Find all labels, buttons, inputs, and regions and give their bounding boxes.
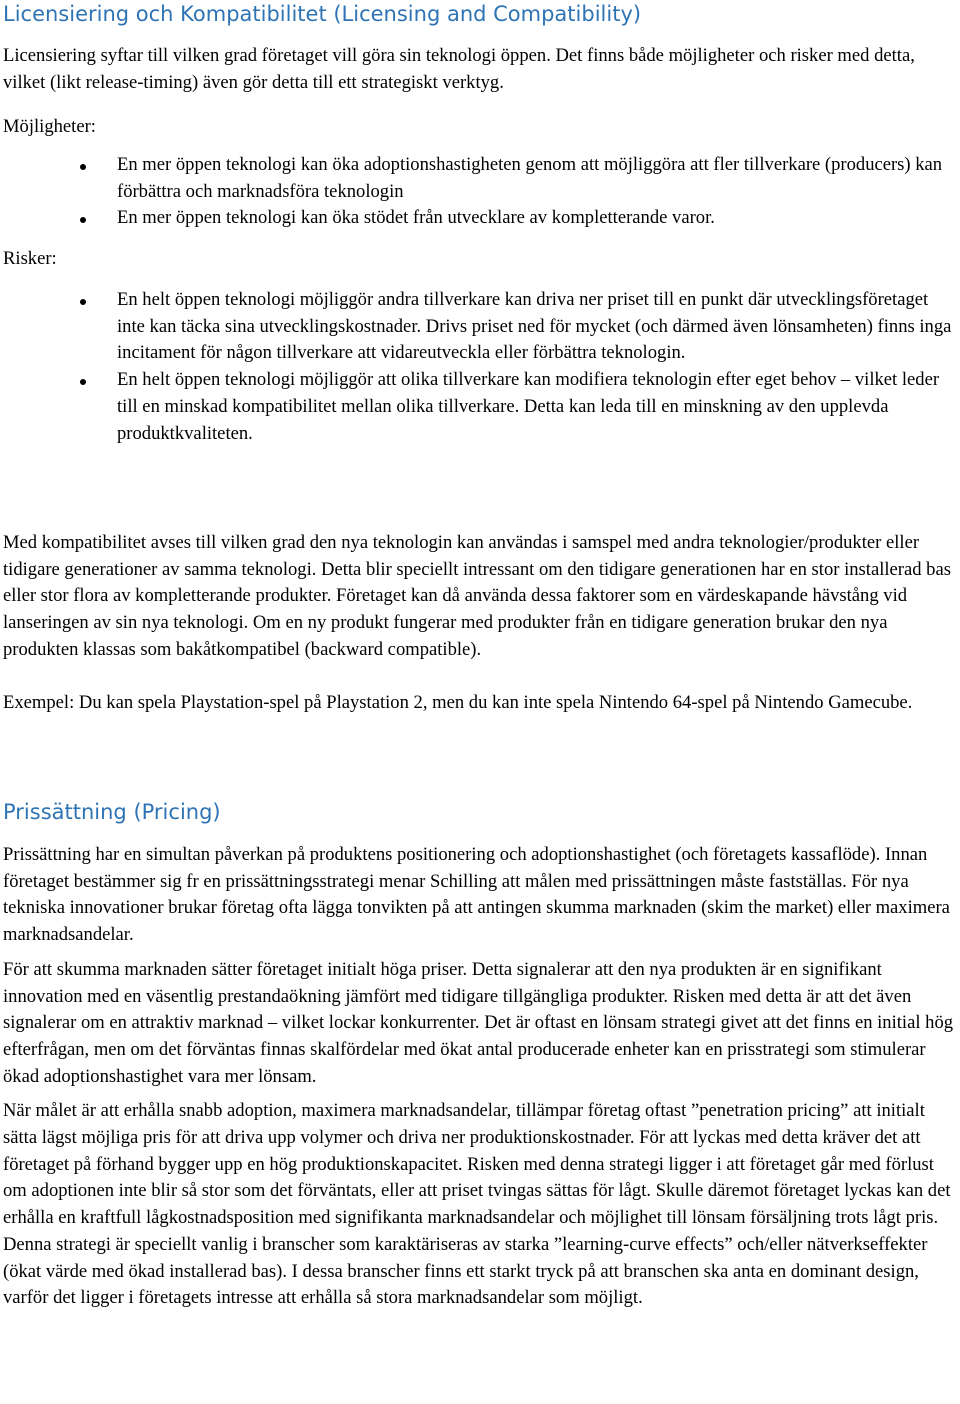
pricing-paragraph: För att skumma marknaden sätter företaget initialt höga priser. Detta signalerar att den nya produkten är en signifikant innovation med en väsentlig prestandaökning jämfört med tidigare tillgängliga produkter. Risken med detta är att det även signalerar om en attraktiv marknad – vilket lockar konkurrenter. Det är oftast en lönsam strategi givet att det finns en initial hög efterfrågan, men om det förväntas finnas skalfördelar med ökat antal producerade enheter kan en prisstrategi som stimulerar ökad adoptionshastighet vara mer lönsam. <box>3 958 954 1087</box>
bullet-icon <box>80 164 86 170</box>
list-item-text: En helt öppen teknologi möjliggör andra tillverkare kan driva ner priset till en punkt där utvecklingsföretaget inte kan täcka sina utvecklingskostnader. Drivs priset ned för mycket (och därmed även lönsamheten) finns inga incitament för någon tillverkare att vidareutveckla eller förbättra teknologin. <box>117 289 952 364</box>
pricing-paragraph: Prissättning har en simultan påverkan på produktens positionering och adoptionshastighet (och företagets kassaflöde). Innan företaget bestämmer sig fr en prissättningsstrategi menar Schilling att målen med prissättningen måste fastställas. För nya tekniska innovationer brukar företag ofta lägga tonvikten på att antingen skumma marknaden (skim the market) eller maximera marknadsandelar. <box>3 844 950 946</box>
opportunities-label: Möjligheter: <box>3 116 96 137</box>
list-item <box>0 287 960 367</box>
compatibility-paragraph: Med kompatibilitet avses till vilken grad den nya teknologin kan användas i samspel med andra teknologier/produkter eller tidigare generationer av samma teknologi. Detta blir speciellt intressant om den tidigare generationen har en stor installerad bas eller stor flora av kompletterande produkter. Företaget kan då använda dessa faktorer som en värdeskapande hävstång vid lanseringen av sin nya teknologi. Om en ny produkt fungerar med produkter från en tidigare generation brukar den nya produkten klassas som bakåtkompatibel (backward compatible). <box>3 532 951 660</box>
list-item <box>0 152 960 205</box>
bullet-icon <box>80 299 86 305</box>
risks-label: Risker: <box>3 248 57 269</box>
licensing-heading: Licensiering och Kompatibilitet (Licensing and Compatibility) <box>3 2 642 26</box>
bullet-icon <box>80 217 86 223</box>
list-item-text: En mer öppen teknologi kan öka adoptionshastigheten genom att möjliggöra att fler tillverkare (producers) kan förbättra och marknadsföra teknologin <box>117 154 943 202</box>
pricing-heading: Prissättning (Pricing) <box>3 800 221 824</box>
pricing-body <box>3 842 957 1312</box>
bullet-icon <box>80 379 86 385</box>
list-item <box>0 205 960 232</box>
list-item <box>0 367 960 447</box>
list-item-text: En helt öppen teknologi möjliggör att olika tillverkare kan modifiera teknologin efter eget behov – vilket leder till en minskad kompatibilitet mellan olika tillverkare. Detta kan leda till en minskning av den upplevda produktkvaliteten. <box>117 369 940 444</box>
compatibility-example: Exempel: Du kan spela Playstation-spel på Playstation 2, men du kan inte spela Nintendo 64-spel på Nintendo Gamecube. <box>3 692 913 713</box>
opportunities-list <box>0 152 960 232</box>
list-item-text: En mer öppen teknologi kan öka stödet från utvecklare av kompletterande varor. <box>117 207 715 229</box>
pricing-paragraph: När målet är att erhålla snabb adoption, maximera marknadsandelar, tillämpar företag oftast ”penetration pricing” att initialt sätta lägst möjliga pris för att driva upp volymer och driva ner produktionskostnader. För att lyckas med detta kräver det att företaget på förhand bygger upp en hög produktionskapacitet. Risken med denna strategi ligger i att företaget går med förlust om adoptionen inte blir så stor som det förväntats, eller att priset tvingas sättas för lågt. Skulle däremot företaget lyckas kan det erhålla en kraftfull lågkostnadsposition med signifikanta marknadsandelar och möjlighet till lönsam försäljning trots lågt pris. Denna strategi är speciellt vanlig i branscher som karaktäriseras av starka ”learning-curve effects” och/eller nätverkseffekter (ökat värde med ökad installerad bas). I dessa branscher finns ett starkt tryck på att branschen ska anta en dominant design, varför det ligger i företagets intresse att erhålla så stora marknadsandelar som möjligt. <box>3 1100 951 1309</box>
licensing-intro-paragraph: Licensiering syftar till vilken grad företaget vill göra sin teknologi öppen. Det finns både möjligheter och risker med detta, vilket (likt release-timing) även gör detta till ett strategiskt verktyg. <box>3 45 915 93</box>
risks-list <box>0 287 960 447</box>
